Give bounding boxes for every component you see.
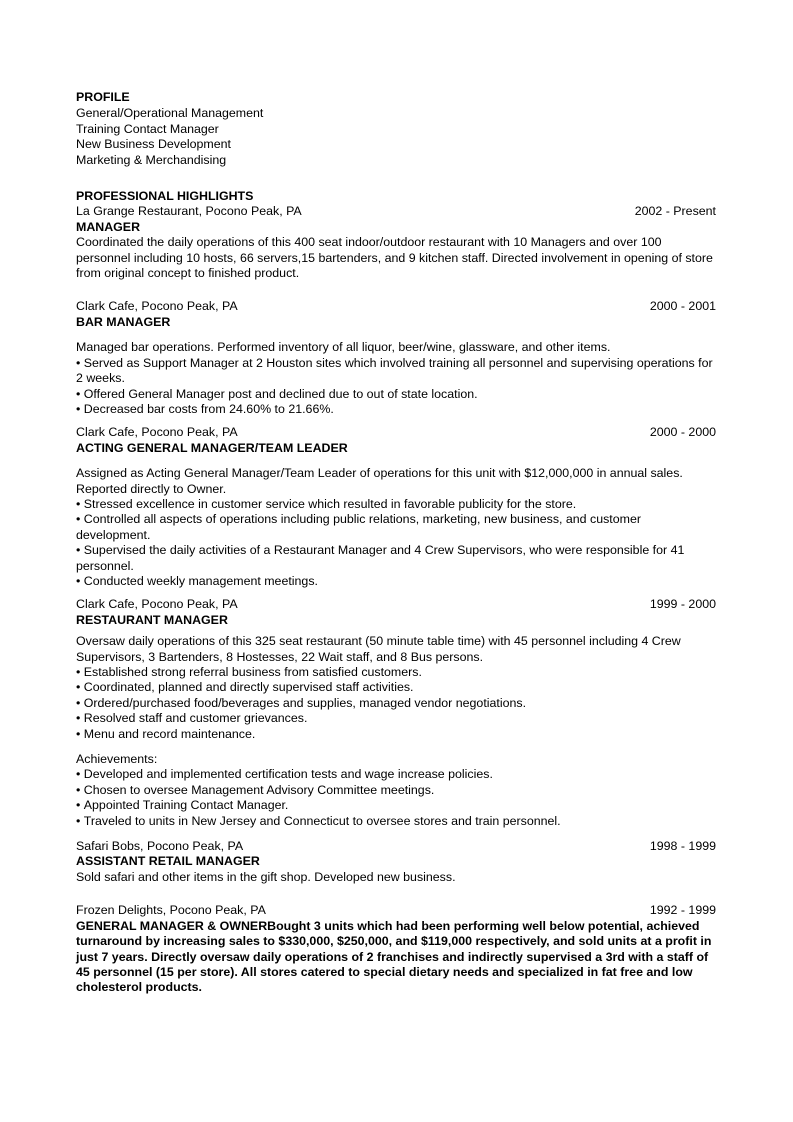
job-header [76,299,716,314]
resume-page [76,90,716,996]
job-entry [76,204,716,281]
job-place: Clark Cafe, Pocono Peak, PA [76,425,238,440]
job-role-summary: GENERAL MANAGER & OWNERBought 3 units which had been performing well below potential, achieved turnaround by increasing sales to $330,000, $250,000, and $119,000 respectively, and sold units at a profit in just 7 years. Directly oversaw daily operations of 2 franchises and indirectly supervised a 3rd with a staff of 45 personnel (15 per store). All stores catered to special dietary needs and specialized in fat free and low cholesterol products. [76,918,712,995]
profile-heading: PROFILE [76,90,130,104]
job-header [76,204,716,219]
highlights-heading: PROFESSIONAL HIGHLIGHTS [76,189,254,204]
job-dates: 1999 - 2000 [649,597,716,612]
job-role: RESTAURANT MANAGER [76,612,228,627]
achievement-item: • Chosen to oversee Management Advisory Committee meetings. [76,783,716,798]
bullet-item: • Offered General Manager post and declined due to out of state location. [76,387,716,402]
bullet-item: • Menu and record maintenance. [76,727,716,742]
job-entry [76,425,716,589]
job-bullets [76,665,716,742]
achievements-label: Achievements: [76,752,158,767]
profile-item: New Business Development [76,137,231,152]
job-entry [76,597,716,829]
bullet-item: • Decreased bar costs from 24.60% to 21.66%. [76,402,716,417]
job-header [76,597,716,612]
job-header [76,839,716,854]
job-dates: 2000 - 2001 [649,299,716,314]
job-place: Clark Cafe, Pocono Peak, PA [76,597,238,612]
profile-item: Marketing & Merchandising [76,152,227,167]
bullet-item: • Coordinated, planned and directly supervised staff activities. [76,680,716,695]
job-summary: Coordinated the daily operations of this 400 seat indoor/outdoor restaurant with 10 Managers and over 100 personnel including 10 hosts, 66 servers,15 bartenders, and 9 kitchen staff. Directed involvement in opening of store from original concept to finished product. [76,235,713,281]
job-bullets [76,356,716,418]
job-dates: 2002 - Present [634,204,716,219]
achievements-list [76,767,716,829]
bullet-item: • Supervised the daily activities of a Restaurant Manager and 4 Crew Supervisors, who were responsible for 41 personnel. [76,543,716,574]
profile-list [76,106,716,168]
job-place: Safari Bobs, Pocono Peak, PA [76,839,244,854]
job-entry [76,903,716,995]
bullet-item: • Ordered/purchased food/beverages and supplies, managed vendor negotiations. [76,696,716,711]
achievement-item: • Appointed Training Contact Manager. [76,798,716,813]
job-place: Frozen Delights, Pocono Peak, PA [76,903,266,918]
job-dates: 2000 - 2000 [649,425,716,440]
job-place: La Grange Restaurant, Pocono Peak, PA [76,204,302,219]
job-entry [76,299,716,417]
job-dates: 1998 - 1999 [649,839,716,854]
job-role: ACTING GENERAL MANAGER/TEAM LEADER [76,440,348,455]
job-place: Clark Cafe, Pocono Peak, PA [76,299,238,314]
bullet-item: • Stressed excellence in customer service which resulted in favorable publicity for the store. [76,497,716,512]
job-summary: Oversaw daily operations of this 325 seat restaurant (50 minute table time) with 45 personnel including 4 Crew Supervisors, 3 Bartenders, 8 Hostesses, 22 Wait staff, and 8 Bus persons. [76,634,681,664]
job-summary: Sold safari and other items in the gift shop. Developed new business. [76,869,456,884]
bullet-item: • Conducted weekly management meetings. [76,574,716,589]
job-header [76,425,716,440]
job-role: BAR MANAGER [76,314,171,329]
bullet-item: • Resolved staff and customer grievances. [76,711,716,726]
bullet-item: • Established strong referral business from satisfied customers. [76,665,716,680]
bullet-item: • Served as Support Manager at 2 Houston sites which involved training all personnel and supervising operations for 2 weeks. [76,356,716,387]
job-bullets [76,497,716,589]
profile-item: General/Operational Management [76,106,264,121]
achievement-item: • Traveled to units in New Jersey and Connecticut to oversee stores and train personnel. [76,814,716,829]
job-entry [76,839,716,885]
achievement-item: • Developed and implemented certification tests and wage increase policies. [76,767,716,782]
bullet-item: • Controlled all aspects of operations including public relations, marketing, new business, and customer development. [76,512,716,543]
profile-item: Training Contact Manager [76,121,219,136]
job-header [76,903,716,918]
job-dates: 1992 - 1999 [649,903,716,918]
job-role: MANAGER [76,219,141,234]
job-role: ASSISTANT RETAIL MANAGER [76,854,260,869]
job-summary: Managed bar operations. Performed inventory of all liquor, beer/wine, glassware, and other items. [76,340,611,355]
job-summary: Assigned as Acting General Manager/Team Leader of operations for this unit with $12,000,000 in annual sales. Reported directly to Owner. [76,466,683,496]
